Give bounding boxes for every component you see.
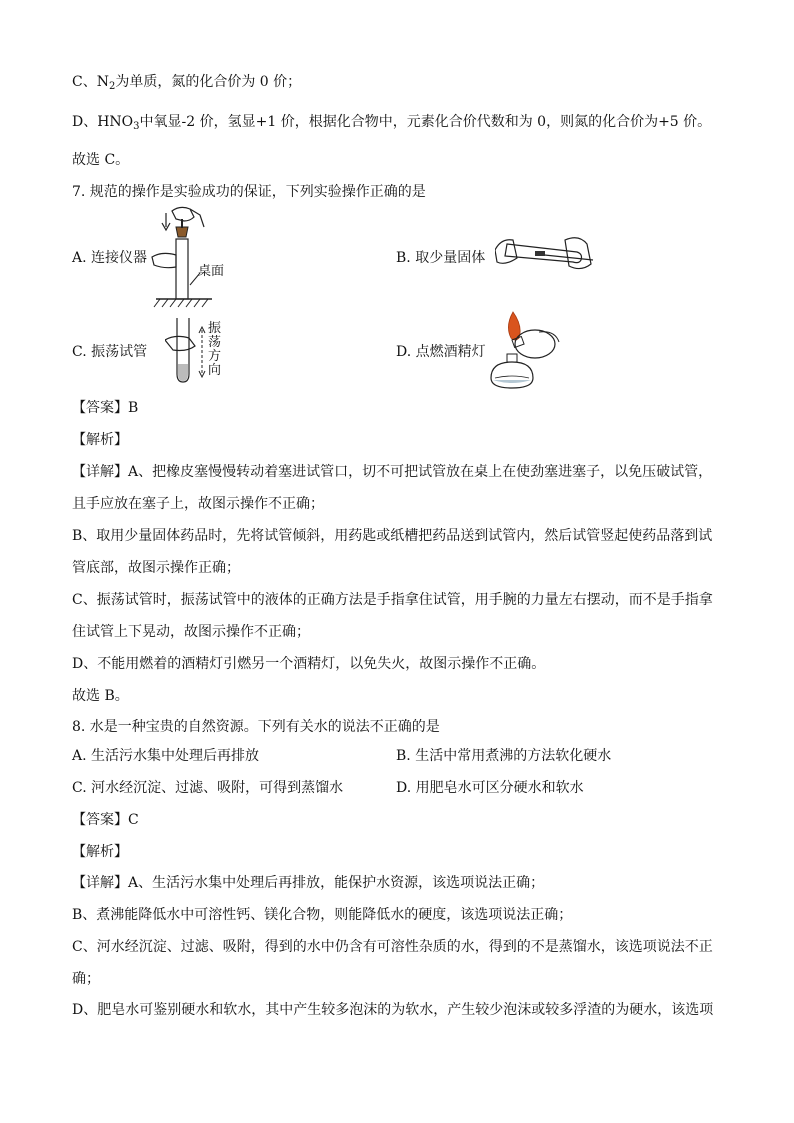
q7-detail-line: 且手应放在塞子上，故图示操作不正确； xyxy=(72,496,324,512)
q8-detail-line: C、河水经沉淀、过滤、吸附，得到的水中仍含有可溶性杂质的水，得到的不是蒸馏水，该选项说法不正 xyxy=(72,939,713,955)
shake-direction-label: 振 荡 方 向 xyxy=(208,321,222,378)
q7-answer: 【答案】B xyxy=(72,400,139,416)
q8-option-d: D. 用肥皂水可区分硬水和软水 xyxy=(396,780,584,796)
q7-option-c: C. 振荡试管 xyxy=(72,344,148,360)
line-c-nitrogen: C、$N_2$为单质，氮的化合价为 0 价； xyxy=(72,74,302,92)
shake-direction-arrow xyxy=(198,326,206,378)
q8-detail-line: D、肥皂水可鉴别硬水和软水，其中产生较多泡沫的为软水，产生较少泡沫或较多浮渣的为硬水，该选项 xyxy=(72,1002,714,1018)
q8-option-c: C. 河水经沉淀、过滤、吸附，可得到蒸馏水 xyxy=(72,780,344,796)
q8-answer: 【答案】C xyxy=(72,812,139,828)
q8-detail-line: B、煮沸能降低水中可溶性钙、镁化合物，则能降低水的硬度，该选项说法正确； xyxy=(72,907,573,923)
take-solid-figure xyxy=(495,230,595,280)
table-label: 桌面 xyxy=(198,264,225,279)
q7-detail-line: 管底部，故图示操作正确； xyxy=(72,560,240,576)
choose-c: 故选 C。 xyxy=(72,152,130,168)
q7-detail-line: 住试管上下晃动，故图示操作不正确； xyxy=(72,624,310,640)
q8-detail-line: 【详解】A、生活污水集中处理后再排放，能保护水资源，该选项说法正确； xyxy=(72,875,545,891)
q7-detail-line: C、振荡试管时，振荡试管中的液体的正确方法是手指拿住试管，用手腕的力量左右摆动，而不是手指拿 xyxy=(72,592,713,608)
alcohol-lamp-figure xyxy=(485,308,565,393)
q7-detail-line: D、不能用燃着的酒精灯引燃另一个酒精灯，以免失火，故图示操作不正确。 xyxy=(72,656,546,672)
q7-stem: 7. 规范的操作是实验成功的保证，下列实验操作正确的是 xyxy=(72,184,426,200)
q8-stem: 8. 水是一种宝贵的自然资源。下列有关水的说法不正确的是 xyxy=(72,719,440,735)
q7-choose: 故选 B。 xyxy=(72,688,129,704)
q8-detail-line: 确； xyxy=(72,971,100,987)
connect-apparatus-figure xyxy=(150,205,240,310)
q8-analysis: 【解析】 xyxy=(72,844,128,860)
q7-option-d: D. 点燃酒精灯 xyxy=(396,344,486,360)
q8-option-a: A. 生活污水集中处理后再排放 xyxy=(72,748,260,764)
q7-detail-line: 【详解】A、把橡皮塞慢慢转动着塞进试管口，切不可把试管放在桌上在使劲塞进塞子，以免压破试管， xyxy=(72,464,713,480)
q8-option-b: B. 生活中常用煮沸的方法软化硬水 xyxy=(396,748,612,764)
line-d-hno3: D、$HNO_3$中氧显-2 价，氢显+1 价，根据化合物中，元素化合价代数和为 0，则氮的化合价为+5 价。 xyxy=(72,114,712,132)
q7-option-a: A. 连接仪器 xyxy=(72,250,148,266)
q7-analysis: 【解析】 xyxy=(72,432,128,448)
q7-detail-line: B、取用少量固体药品时，先将试管倾斜，用药匙或纸槽把药品送到试管内，然后试管竖起使药品落到试 xyxy=(72,528,713,544)
q7-option-b: B. 取少量固体 xyxy=(396,250,486,266)
